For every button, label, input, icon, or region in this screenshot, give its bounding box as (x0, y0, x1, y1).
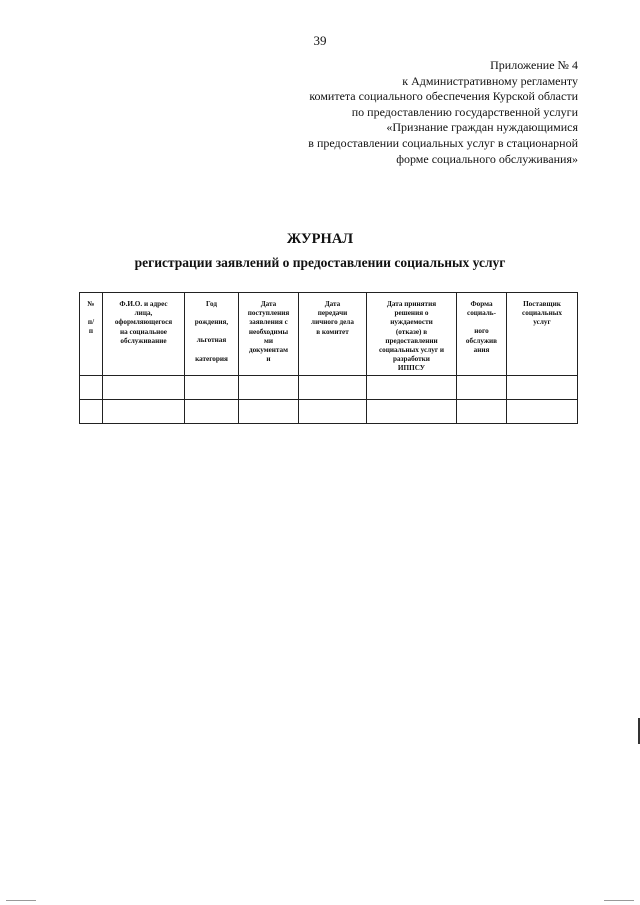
column-header-text: Год (206, 300, 217, 308)
column-header-text: решения о (394, 309, 429, 318)
column-header-text: личного дела (311, 318, 354, 327)
column-header-text: обслуживание (120, 336, 167, 345)
table-cell (185, 376, 239, 400)
table-cell (103, 376, 185, 400)
column-header-text: Дата принятия (386, 300, 437, 308)
column-header-5 (299, 293, 367, 376)
column-header-text: Дата (324, 300, 341, 308)
column-header-text: ИППСУ (397, 364, 426, 373)
column-header-text: документам (248, 346, 289, 355)
column-header-text: поступления (247, 309, 290, 318)
column-header-text: льготная (196, 336, 227, 345)
column-header-text: ания (473, 345, 490, 354)
column-header-8 (507, 293, 578, 376)
column-header-text: социаль- (467, 309, 496, 318)
appendix-line: комитета социального обеспечения Курской области (309, 89, 578, 104)
table-cell (80, 376, 103, 400)
appendix-line: Приложение № 4 (490, 58, 578, 72)
table-cell (367, 376, 457, 400)
column-header-7 (457, 293, 507, 376)
table-row (80, 376, 578, 400)
table-body (80, 376, 578, 424)
column-header-text: п/ (87, 318, 95, 327)
column-header-text: обслужив (465, 336, 498, 345)
column-header-text (185, 346, 238, 355)
table-row (80, 400, 578, 424)
table-cell (185, 400, 239, 424)
appendix-line: к Административному регламенту (402, 73, 578, 88)
page-number: 39 (313, 33, 327, 48)
column-header-text: на социальное (119, 327, 167, 336)
column-header-text: нуждаемости (390, 318, 433, 327)
column-header-text: № (87, 300, 95, 308)
registration-table (79, 292, 578, 424)
column-header-text: необходимы (248, 327, 289, 336)
table-cell (239, 400, 299, 424)
appendix-note (258, 58, 578, 167)
column-header-text (185, 309, 238, 318)
column-header-text: (отказе) в (395, 327, 428, 336)
column-header-4 (239, 293, 299, 376)
column-header-text: Поставщик (523, 300, 561, 308)
journal-title: ЖУРНАЛ (286, 231, 354, 247)
table-cell (507, 400, 578, 424)
appendix-line: «Признание граждан нуждающимися (386, 120, 578, 135)
column-header-text: предоставлении (385, 336, 438, 345)
column-header-text: заявления с (249, 318, 288, 327)
table-header-row (80, 293, 578, 376)
column-header-text: лица, (134, 309, 153, 318)
table-cell (103, 400, 185, 424)
column-header-text: ного (474, 327, 489, 336)
column-header-text: оформляющегося (114, 318, 173, 327)
column-header-text: рождения, (194, 318, 229, 327)
column-header-text: категория (195, 354, 228, 363)
column-header-text (185, 327, 238, 336)
table-cell (457, 376, 507, 400)
column-header-text (457, 318, 506, 327)
column-header-text: социальных (522, 309, 562, 318)
column-header-text: услуг (533, 318, 551, 327)
table-cell (239, 376, 299, 400)
column-header-text: разработки (393, 355, 430, 364)
column-header-text: и (266, 355, 271, 364)
column-header-1 (80, 293, 103, 376)
table-cell (299, 400, 367, 424)
column-header-text: ми (263, 336, 274, 345)
table-cell (457, 400, 507, 424)
column-header-text: в комитет (316, 327, 349, 336)
table-cell (299, 376, 367, 400)
table-cell (367, 400, 457, 424)
table-cell (80, 400, 103, 424)
column-header-text: Форма (470, 300, 493, 308)
column-header-text (80, 309, 102, 318)
appendix-line: по предоставлению государственной услуги (351, 104, 578, 119)
column-header-2 (103, 293, 185, 376)
column-header-6 (367, 293, 457, 376)
column-header-text: Ф.И.О. и адрес (119, 300, 168, 308)
scan-corner-mark-left (6, 900, 36, 901)
column-header-text: социальных услуг и (378, 346, 445, 355)
column-header-3 (185, 293, 239, 376)
scan-corner-mark-right (604, 900, 634, 901)
appendix-line: форме социального обслуживания» (396, 151, 578, 166)
column-header-text: п (88, 327, 94, 336)
column-header-text: передачи (317, 309, 348, 318)
table-cell (507, 376, 578, 400)
journal-subtitle: регистрации заявлений о предоставлении социальных услуг (134, 255, 506, 270)
column-header-text: Дата (260, 300, 277, 308)
appendix-line: в предоставлении социальных услуг в стационарной (308, 135, 578, 150)
